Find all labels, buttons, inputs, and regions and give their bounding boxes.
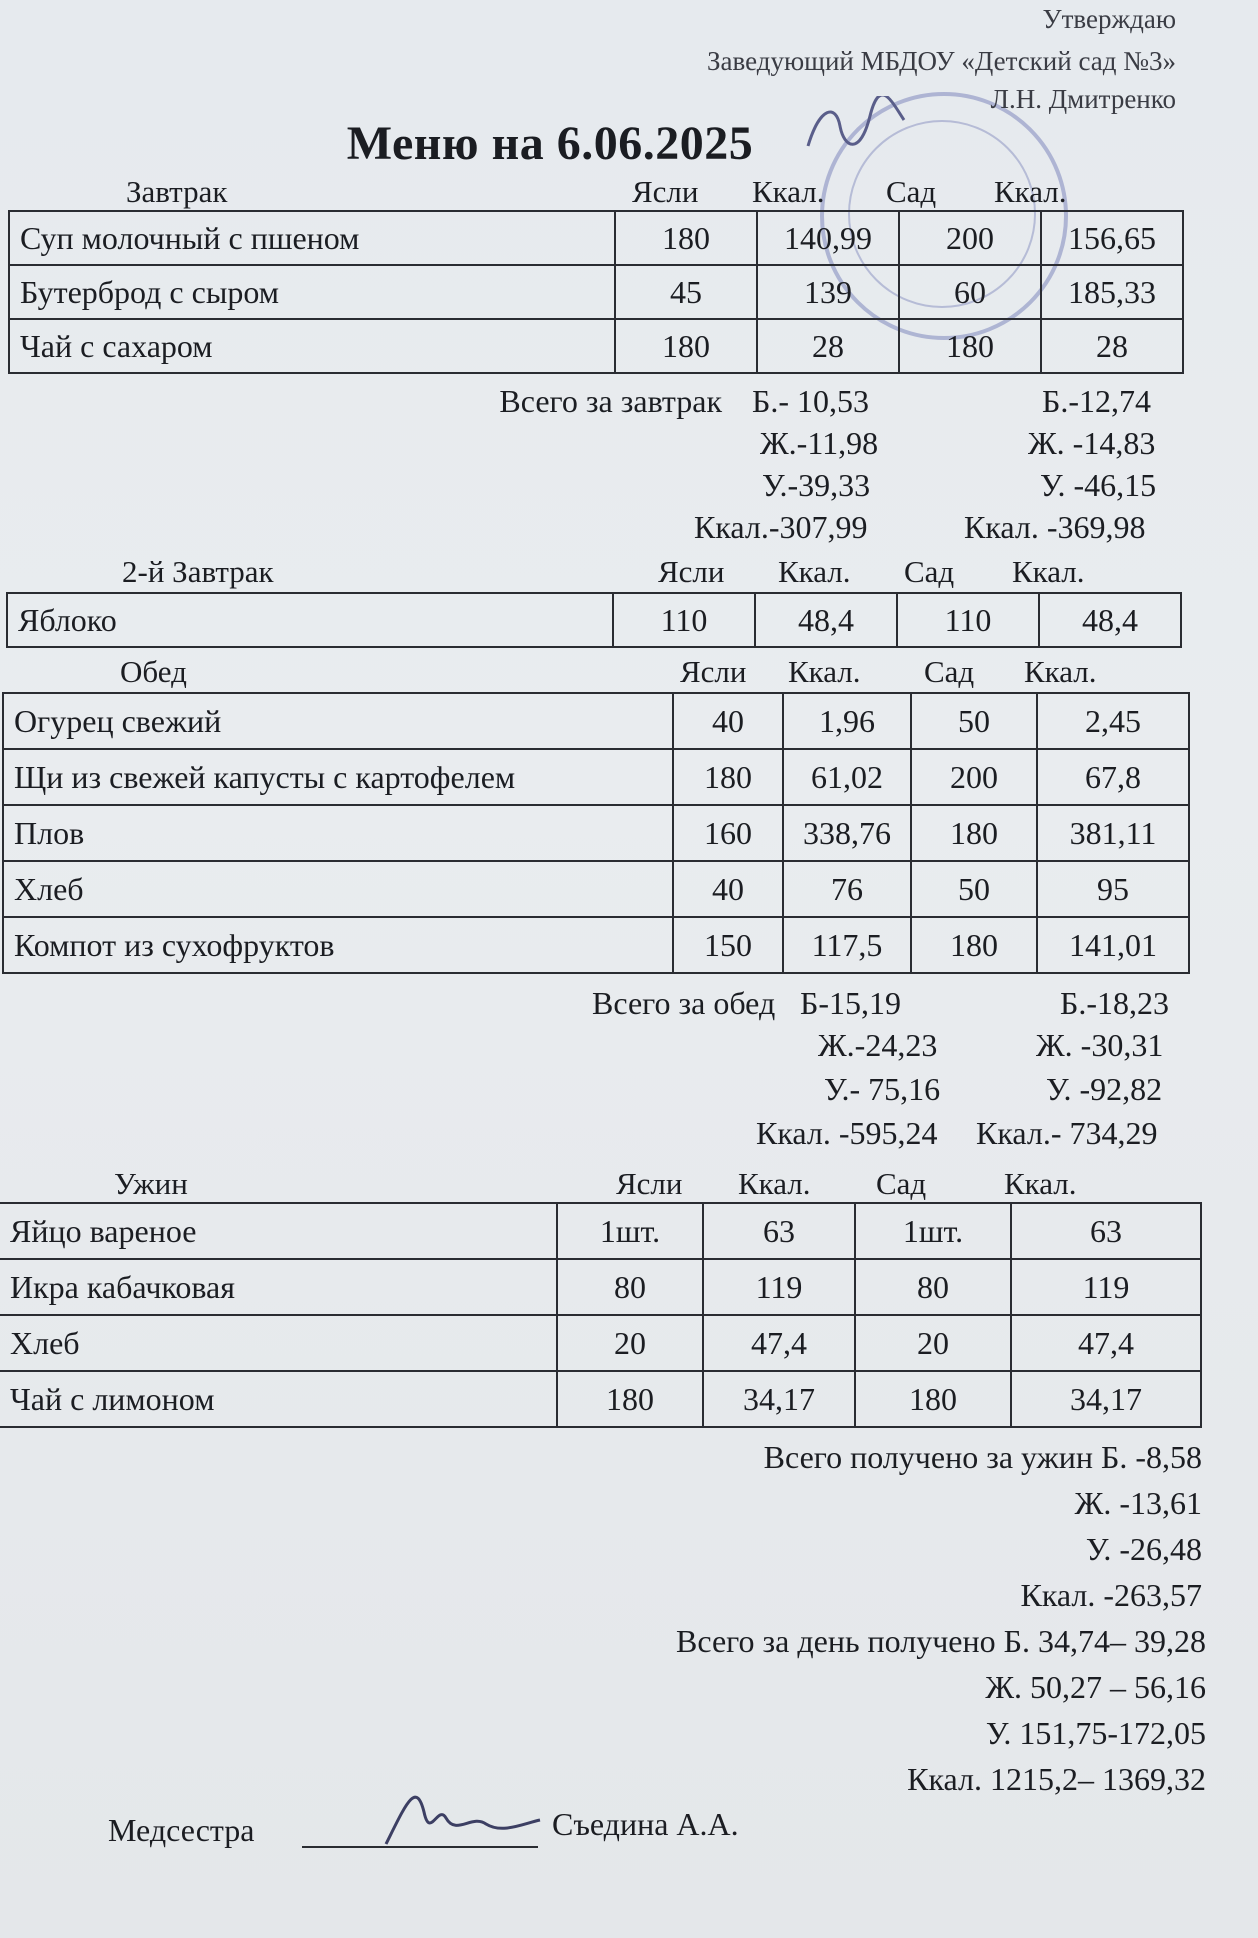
col-header-nursery: Ясли [680,654,747,689]
garden-kcal: 63 [1011,1203,1201,1259]
nursery-portion: 150 [673,917,783,973]
nursery-kcal: 34,17 [703,1371,855,1427]
col-header-garden: Сад [876,1166,927,1201]
nursery-kcal: 63 [703,1203,855,1259]
nurse-role: Медсестра [108,1812,255,1848]
section-title-second-breakfast: 2-й Завтрак [122,554,274,589]
lunch-total-u-nursery: У.- 75,16 [824,1071,941,1107]
garden-kcal: 381,11 [1037,805,1189,861]
nursery-kcal: 48,4 [755,593,897,647]
dinner-table [0,1202,1202,1428]
breakfast-total-kcal-garden: Ккал. -369,98 [964,509,1146,545]
nursery-portion: 1шт. [557,1203,703,1259]
lunch-table [2,692,1190,974]
garden-kcal: 48,4 [1039,593,1181,647]
dish-name: Щи из свежей капусты с картофелем [3,749,673,805]
approval-line-2: Заведующий МБДОУ «Детский сад №3» [707,46,1176,76]
col-header-kcal-garden: Ккал. [1024,654,1097,689]
garden-kcal: 28 [1041,319,1183,373]
table-row [9,211,1183,265]
table-row [3,805,1189,861]
breakfast-header [0,174,1258,214]
dinner-total-u: У. -26,48 [1085,1531,1202,1567]
lunch-total-b-garden: Б.-18,23 [1060,985,1170,1021]
lunch-total-b-nursery: Б-15,19 [800,985,902,1021]
garden-kcal: 119 [1011,1259,1201,1315]
nursery-portion: 45 [615,265,757,319]
day-total-zh: Ж. 50,27 – 56,16 [985,1669,1206,1705]
dinner-totals [764,1436,1202,1616]
breakfast-total-label: Всего за завтрак [499,383,722,419]
section-title-lunch: Обед [120,654,187,689]
day-total-kcal: Ккал. 1215,2– 1369,32 [907,1761,1206,1797]
dish-name: Огурец свежий [3,693,673,749]
garden-kcal: 67,8 [1037,749,1189,805]
table-row [3,917,1189,973]
dish-name: Бутерброд с сыром [9,265,615,319]
breakfast-total-b-garden: Б.-12,74 [1042,383,1152,419]
table-row [9,265,1183,319]
col-header-garden: Сад [886,174,937,209]
dish-name: Чай с лимоном [0,1371,557,1427]
col-header-kcal-nursery: Ккал. [738,1166,811,1201]
col-header-nursery: Ясли [632,174,699,209]
col-header-garden: Сад [924,654,975,689]
dinner-total-zh: Ж. -13,61 [1074,1485,1202,1521]
nursery-kcal: 139 [757,265,899,319]
table-row [7,593,1181,647]
dinner-total-b [764,1436,1202,1478]
nursery-kcal: 47,4 [703,1315,855,1371]
breakfast-total-zh-garden: Ж. -14,83 [1028,425,1156,461]
garden-kcal: 95 [1037,861,1189,917]
lunch-total-zh-nursery: Ж.-24,23 [818,1027,938,1063]
dish-name: Хлеб [3,861,673,917]
page-title: Меню на 6.06.2025 [346,117,754,170]
dish-name: Суп молочный с пшеном [9,211,615,265]
table-row [3,749,1189,805]
table-row [9,319,1183,373]
garden-portion: 180 [899,319,1041,373]
nursery-kcal: 119 [703,1259,855,1315]
col-header-kcal-nursery: Ккал. [788,654,861,689]
col-header-kcal-garden: Ккал. [994,174,1067,209]
day-totals [676,1620,1206,1800]
garden-portion: 80 [855,1259,1011,1315]
col-header-nursery: Ясли [658,554,725,589]
nursery-portion: 180 [557,1371,703,1427]
garden-kcal: 2,45 [1037,693,1189,749]
dish-name: Хлеб [0,1315,557,1371]
table-row [0,1371,1201,1427]
garden-portion: 200 [899,211,1041,265]
dish-name: Икра кабачковая [0,1259,557,1315]
table-row [0,1203,1201,1259]
day-total-u: У. 151,75-172,05 [985,1715,1206,1751]
breakfast-total-b-nursery: Б.- 10,53 [752,383,870,419]
nursery-portion: 80 [557,1259,703,1315]
table-row [0,1315,1201,1371]
garden-kcal: 185,33 [1041,265,1183,319]
dish-name: Плов [3,805,673,861]
nursery-kcal: 1,96 [783,693,911,749]
garden-portion: 50 [911,693,1037,749]
day-total-b: Всего за день получено Б. 34,74– 39,28 [676,1623,1206,1659]
garden-portion: 60 [899,265,1041,319]
nursery-portion: 160 [673,805,783,861]
nursery-portion: 180 [615,319,757,373]
garden-kcal: 141,01 [1037,917,1189,973]
col-header-kcal-nursery: Ккал. [752,174,825,209]
nursery-portion: 20 [557,1315,703,1371]
approval-block [707,0,1176,118]
breakfast-total-u-garden: У. -46,15 [1040,467,1157,503]
col-header-kcal-nursery: Ккал. [778,554,851,589]
nursery-portion: 180 [673,749,783,805]
lunch-total-u-garden: У. -92,82 [1046,1071,1163,1107]
col-header-kcal-garden: Ккал. [1012,554,1085,589]
col-header-nursery: Ясли [616,1166,683,1201]
dinner-header [0,1166,1258,1206]
breakfast-total-u-nursery: У.-39,33 [762,467,871,503]
approval-line-3: Л.Н. Дмитренко [990,84,1176,114]
dinner-total-kcal: Ккал. -263,57 [1020,1577,1202,1613]
garden-portion: 180 [911,917,1037,973]
lunch-total-kcal-garden: Ккал.- 734,29 [976,1115,1158,1151]
lunch-header [0,654,1258,694]
table-row [3,861,1189,917]
nursery-kcal: 61,02 [783,749,911,805]
section-title-breakfast: Завтрак [126,174,228,209]
garden-portion: 1шт. [855,1203,1011,1259]
nurse-signature [376,1784,546,1854]
col-header-kcal-garden: Ккал. [1004,1166,1077,1201]
garden-portion: 20 [855,1315,1011,1371]
dish-name: Чай с сахаром [9,319,615,373]
lunch-total-zh-garden: Ж. -30,31 [1036,1027,1164,1063]
garden-portion: 180 [911,805,1037,861]
lunch-total-kcal-nursery: Ккал. -595,24 [756,1115,938,1151]
nurse-name: Съедина А.А. [552,1806,739,1842]
garden-portion: 50 [911,861,1037,917]
garden-portion: 200 [911,749,1037,805]
section-title-dinner: Ужин [114,1166,188,1201]
table-row [0,1259,1201,1315]
garden-kcal: 156,65 [1041,211,1183,265]
garden-kcal: 34,17 [1011,1371,1201,1427]
nursery-portion: 40 [673,861,783,917]
nursery-kcal: 76 [783,861,911,917]
dish-name: Яйцо вареное [0,1203,557,1259]
garden-portion: 180 [855,1371,1011,1427]
breakfast-total-zh-nursery: Ж.-11,98 [760,425,879,461]
dish-name: Яблоко [7,593,613,647]
nursery-portion: 40 [673,693,783,749]
nursery-kcal: 28 [757,319,899,373]
nursery-kcal: 338,76 [783,805,911,861]
nursery-portion: 180 [615,211,757,265]
dinner-total-b-value: Б. -8,58 [1100,1439,1202,1475]
second-breakfast-header [0,554,1258,594]
table-row [3,693,1189,749]
nursery-kcal: 117,5 [783,917,911,973]
nursery-portion: 110 [613,593,755,647]
approval-line-1: Утверждаю [1042,4,1176,34]
garden-portion: 110 [897,593,1039,647]
lunch-total-label: Всего за обед [592,985,776,1021]
col-header-garden: Сад [904,554,955,589]
nursery-kcal: 140,99 [757,211,899,265]
dinner-total-label: Всего получено за ужин [763,1439,1093,1475]
dish-name: Компот из сухофруктов [3,917,673,973]
breakfast-total-kcal-nursery: Ккал.-307,99 [694,509,868,545]
breakfast-table [8,210,1184,374]
garden-kcal: 47,4 [1011,1315,1201,1371]
second-breakfast-table [6,592,1182,648]
